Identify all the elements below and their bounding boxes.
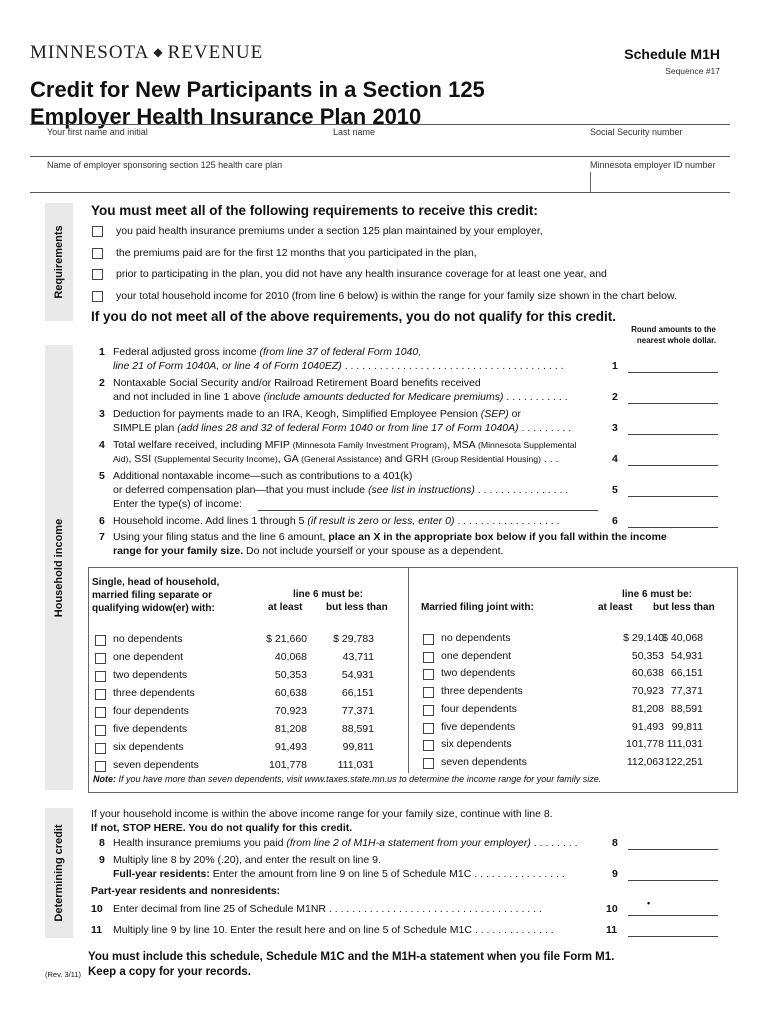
right-income-less-than: 99,811 [671, 720, 703, 733]
right-income-at-least: 91,493 [631, 720, 664, 733]
requirement-checkbox-4[interactable] [92, 291, 103, 302]
left-dependents-checkbox[interactable] [95, 653, 106, 664]
left-dependents-checkbox[interactable] [95, 743, 106, 754]
right-income-less-than: 66,151 [670, 667, 703, 680]
right-at-least: at least [598, 602, 633, 613]
left-income-less-than: 54,931 [341, 669, 374, 681]
last-name-label: Last name [333, 127, 376, 137]
right-income-less-than: 88,591 [670, 702, 703, 715]
left-income-less-than: 77,371 [341, 705, 374, 717]
line-1-input[interactable] [628, 372, 718, 373]
right-dependents-checkbox[interactable] [423, 723, 434, 734]
right-must-be: line 6 must be: [621, 589, 692, 600]
agency-logo [30, 42, 263, 64]
line-2-text-2: and not included in line 1 above (include amounts deducted for Medicare premiums) . . . . . . . . . . . [113, 391, 568, 403]
left-dependents-label: four dependents [113, 705, 189, 717]
footer-instruction: You must include this schedule, Schedule M1C and the M1H-a statement when you file Form M1. [88, 951, 615, 963]
left-table-heading: Single, head of household, married filing separate or qualifying widow(er) with: [92, 577, 220, 614]
left-dependents-checkbox[interactable] [95, 725, 106, 736]
requirement-checkbox-3[interactable] [92, 269, 103, 280]
right-dependents-label: three dependents [441, 685, 523, 698]
first-name-input[interactable] [47, 140, 317, 156]
line-10-input[interactable] [628, 915, 718, 916]
line-1-box-number: 1 [612, 360, 618, 372]
right-dependents-checkbox[interactable] [423, 652, 434, 663]
left-income-less-than: 99,811 [342, 741, 374, 753]
line-7-text: Using your filing status and the line 6 amount, place an X in the appropriate box below if you fall within the income [113, 531, 667, 543]
right-income-at-least: 101,778 [626, 738, 664, 751]
rounding-note: Round amounts to the nearest whole dollar. [631, 325, 716, 345]
line-8-input[interactable] [628, 849, 718, 850]
stop-notice: If not, STOP HERE. You do not qualify for this credit. [91, 822, 353, 834]
line-4-text: Total welfare received, including MFIP (Minnesota Family Investment Program), MSA (Minnesota Supplemental [113, 439, 577, 451]
right-income-at-least: 70,923 [631, 685, 664, 698]
left-must-be: line 6 must be: [292, 589, 363, 600]
right-dependents-checkbox[interactable] [423, 687, 434, 698]
requirement-1: you paid health insurance premiums under a section 125 plan maintained by your employer, [116, 225, 543, 237]
left-dependents-label: three dependents [113, 687, 195, 699]
table-note: Note: If you have more than seven dependents, visit www.taxes.state.mn.us to determine the income range for your family size. [93, 774, 602, 784]
line-8-box-number: 8 [612, 837, 618, 849]
left-income-less-than: $ 29,783 [333, 633, 374, 645]
employer-id-label: Minnesota employer ID number [590, 160, 716, 170]
part-year-heading: Part-year residents and nonresidents: [91, 885, 281, 897]
line-3-input[interactable] [628, 434, 718, 435]
right-less-than: but less than [653, 602, 715, 613]
left-income-at-least: 91,493 [274, 741, 307, 753]
line-6-box-number: 6 [612, 515, 618, 527]
ssn-input[interactable] [590, 140, 720, 156]
left-dependents-checkbox[interactable] [95, 635, 106, 646]
left-dependents-label: six dependents [113, 741, 184, 753]
line-4-input[interactable] [628, 465, 718, 466]
left-dependents-checkbox[interactable] [95, 707, 106, 718]
line-3-box-number: 3 [612, 422, 618, 434]
left-less-than: but less than [326, 602, 388, 613]
requirements-heading: You must meet all of the following requirements to receive this credit: [91, 203, 538, 218]
right-dependents-label: five dependents [441, 720, 516, 733]
right-dependents-checkbox[interactable] [423, 669, 434, 680]
line-5-text: Additional nontaxable income—such as contributions to a 401(k) [113, 470, 413, 482]
requirement-2: the premiums paid are for the first 12 months that you participated in the plan, [116, 247, 477, 259]
right-table-heading: Married filing joint with: [421, 602, 534, 613]
line-number-8: 8 [99, 837, 105, 849]
left-income-less-than: 66,151 [341, 687, 374, 699]
divider [30, 192, 730, 193]
right-dependents-label: seven dependents [441, 755, 527, 768]
page-title [30, 76, 485, 130]
right-dependents-label: four dependents [441, 702, 517, 715]
right-income-at-least: 50,353 [631, 649, 664, 662]
line-2-input[interactable] [628, 403, 718, 404]
line-9-input[interactable] [628, 880, 718, 881]
left-income-less-than: 88,591 [341, 723, 374, 735]
left-income-at-least: 50,353 [274, 669, 307, 681]
schedule-id: Schedule M1H [624, 46, 720, 62]
line-6-text: Household income. Add lines 1 through 5 (if result is zero or less, enter 0) . . . . . . . . . . . . . . . . . . [113, 515, 560, 527]
sequence-number: Sequence #17 [665, 66, 720, 76]
line-11-box-number: 11 [606, 924, 618, 936]
right-dependents-checkbox[interactable] [423, 758, 434, 769]
logo-text-a: MINNESOTA [30, 42, 150, 63]
line-number-9: 9 [99, 854, 105, 866]
line-3-text: Deduction for payments made to an IRA, Keogh, Simplified Employee Pension (SEP) or [113, 408, 521, 420]
line-2-text: Nontaxable Social Security and/or Railroad Retirement Board benefits received [113, 377, 481, 389]
right-dependents-checkbox[interactable] [423, 634, 434, 645]
line-number-7: 7 [99, 531, 105, 543]
employer-id-input[interactable] [590, 172, 721, 192]
left-dependents-label: five dependents [113, 723, 188, 735]
requirements-warning: If you do not meet all of the above requirements, you do not qualify for this credit. [91, 309, 617, 324]
left-income-less-than: 111,031 [337, 759, 374, 771]
first-name-label: Your first name and initial [47, 127, 148, 137]
right-income-at-least: 112,063 [626, 755, 664, 768]
line-number-10: 10 [91, 903, 103, 915]
left-dependents-label: seven dependents [113, 759, 199, 771]
requirement-checkbox-1[interactable] [92, 226, 103, 237]
table-divider [408, 567, 409, 773]
footer-keep-copy: Keep a copy for your records. [88, 966, 251, 978]
left-dependents-checkbox[interactable] [95, 761, 106, 772]
right-dependents-label: no dependents [441, 632, 511, 644]
line-number-11: 11 [91, 924, 103, 936]
line-7-text-2: range for your family size. Do not include yourself or your spouse as a dependent. [113, 545, 504, 557]
right-income-less-than: 122,251 [665, 755, 703, 768]
left-dependents-checkbox[interactable] [95, 689, 106, 700]
left-at-least: at least [268, 602, 303, 613]
line-8-text: Health insurance premiums you paid (from line 2 of M1H-a statement from your employer) . . . . . . . . [113, 837, 578, 849]
requirement-checkbox-2[interactable] [92, 248, 103, 259]
employer-name-label: Name of employer sponsoring section 125 health care plan [47, 160, 283, 170]
right-income-less-than: 54,931 [670, 649, 703, 662]
line-9-text-2: Full-year residents: Enter the amount from line 9 on line 5 of Schedule M1C . . . . . . . . . . . . . . . . [113, 868, 565, 880]
tab-household-income: Household income [45, 345, 73, 790]
right-dependents-label: one dependent [441, 649, 512, 662]
right-dependents-label: two dependents [441, 667, 516, 680]
line-6-input[interactable] [628, 527, 718, 528]
left-income-less-than: 43,711 [342, 651, 374, 663]
divider [30, 124, 730, 125]
left-income-at-least: $ 21,660 [266, 633, 307, 645]
logo-dot: ◆ [149, 45, 168, 59]
line-1-text: Federal adjusted gross income (from line 37 of federal Form 1040, [113, 346, 422, 358]
requirement-3: prior to participating in the plan, you did not have any health insurance coverage for at least one year, and [116, 268, 607, 280]
line-5-input[interactable] [628, 496, 718, 497]
left-dependents-label: two dependents [113, 669, 188, 681]
line-11-input[interactable] [628, 936, 718, 937]
line-number-6: 6 [99, 515, 105, 527]
right-income-at-least: $ 29,140 [623, 632, 664, 644]
right-income-at-least: 60,638 [631, 667, 664, 680]
left-dependents-label: no dependents [113, 633, 183, 645]
line-4-box-number: 4 [612, 453, 618, 465]
left-income-at-least: 60,638 [274, 687, 307, 699]
line-10-box-number: 10 [606, 903, 618, 915]
left-dependents-label: one dependent [113, 651, 184, 663]
line-5-type-label: Enter the type(s) of income: [113, 498, 242, 510]
right-income-less-than: 111,031 [666, 738, 703, 751]
line-number-4: 4 [99, 439, 105, 451]
right-dependents-checkbox[interactable] [423, 740, 434, 751]
right-dependents-checkbox[interactable] [423, 705, 434, 716]
right-dependents-label: six dependents [441, 738, 512, 751]
line-5-type-input[interactable] [258, 510, 598, 511]
line-number-2: 2 [99, 377, 105, 389]
right-income-less-than: 77,371 [670, 685, 703, 698]
line-number-1: 1 [99, 346, 105, 358]
line-3-text-2: SIMPLE plan (add lines 28 and 32 of federal Form 1040 or from line 17 of Form 1040A) . . . . . . . . . [113, 422, 572, 434]
credit-intro: If your household income is within the above income range for your family size, continue with line 8. [91, 808, 553, 820]
left-dependents-checkbox[interactable] [95, 671, 106, 682]
line-11-text: Multiply line 9 by line 10. Enter the result here and on line 5 of Schedule M1C . . . . . . . . . . . . . . [113, 924, 554, 936]
right-income-less-than: $ 40,068 [662, 632, 703, 644]
line-5-text-2: or deferred compensation plan—that you must include (see list in instructions) . . . . . . . . . . . . . . . . [113, 484, 569, 496]
left-income-at-least: 40,068 [274, 651, 307, 663]
left-income-at-least: 101,778 [269, 759, 307, 771]
decimal-point: • [647, 898, 651, 908]
left-income-at-least: 70,923 [274, 705, 307, 717]
ssn-label: Social Security number [590, 127, 683, 137]
divider [30, 156, 730, 157]
line-number-5: 5 [99, 470, 105, 482]
title-line-1: Credit for New Participants in a Section 125 [30, 77, 485, 102]
left-income-at-least: 81,208 [274, 723, 307, 735]
logo-text-b: REVENUE [167, 42, 264, 63]
line-10-text: Enter decimal from line 25 of Schedule M1NR . . . . . . . . . . . . . . . . . . . . . . . . . . . . . . . . . . . . . [113, 903, 542, 915]
employer-name-input[interactable] [47, 174, 567, 192]
line-5-box-number: 5 [612, 484, 618, 496]
line-number-3: 3 [99, 408, 105, 420]
last-name-input[interactable] [333, 140, 573, 156]
revision-date: (Rev. 3/11) [45, 970, 81, 979]
line-1-text-2: line 21 of Form 1040A, or line 4 of Form 1040EZ) . . . . . . . . . . . . . . . . . . . . . . . . . . . . . . . . . . . . . . [113, 360, 564, 372]
line-4-text-2: Aid), SSI (Supplemental Security Income), GA (General Assistance) and GRH (Group Residential Housing) . . . [113, 453, 559, 465]
line-9-box-number: 9 [612, 868, 618, 880]
tab-requirements: Requirements [45, 203, 73, 321]
right-income-at-least: 81,208 [631, 702, 664, 715]
title-line-2: Employer Health Insurance Plan 2010 [30, 104, 422, 129]
line-9-text: Multiply line 8 by 20% (.20), and enter the result on line 9. [113, 854, 381, 866]
line-2-box-number: 2 [612, 391, 618, 403]
requirement-4: your total household income for 2010 (from line 6 below) is within the range for your family size shown in the chart below. [116, 290, 677, 302]
tab-determining-credit: Determining credit [45, 808, 73, 938]
